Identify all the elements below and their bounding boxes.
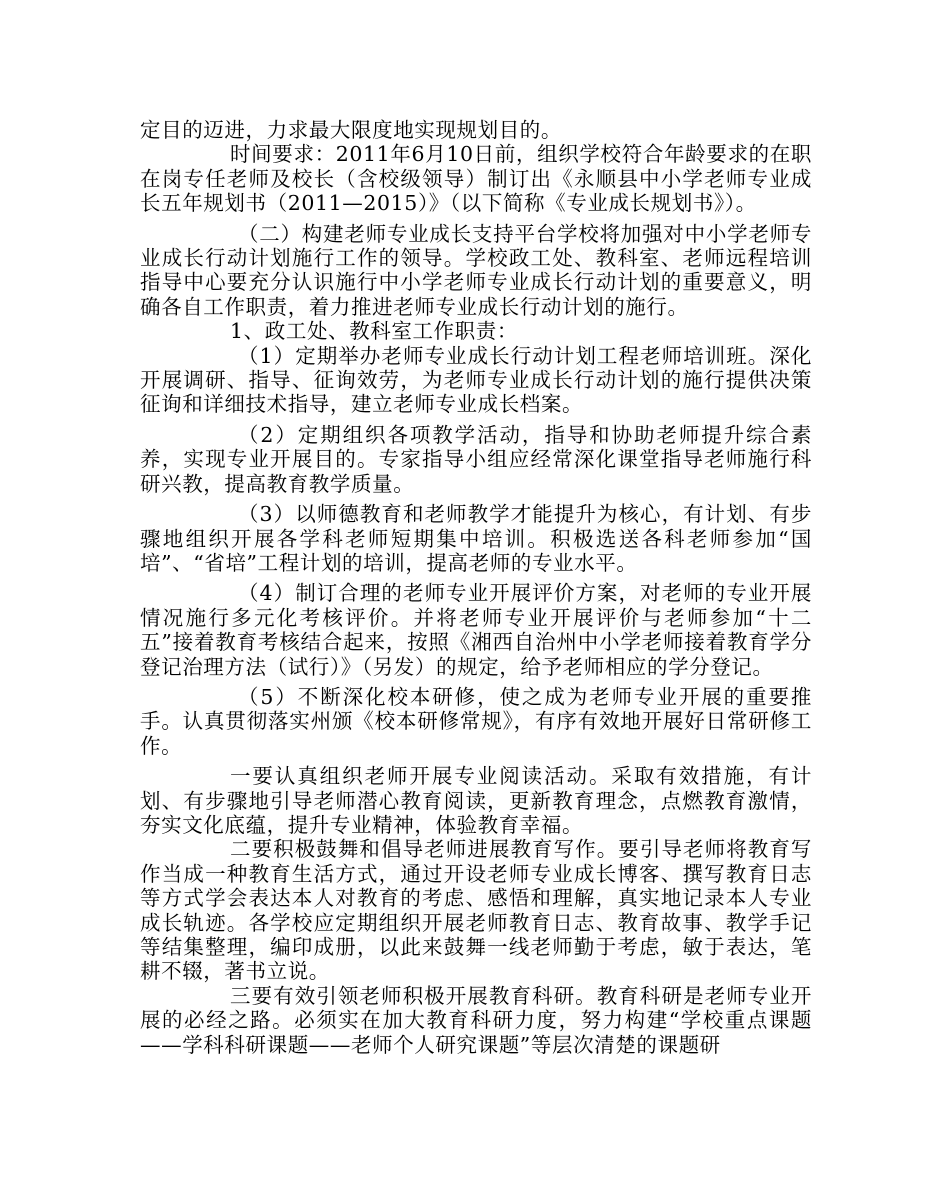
paragraph-time-requirement: 时间要求：2011年6月10日前，组织学校符合年龄要求的在职在岗专任老师及校长（含校级领导）制订出《永顺县中小学老师专业成长五年规划书（2011—2015）》（以下简称《专业成长规划书》）。 [140, 142, 812, 216]
paragraph-heading-duties: 1、政工处、教科室工作职责： [230, 319, 518, 344]
paragraph-item-4: （4）制订合理的老师专业开展评价方案，对老师的专业开展情况施行多元化考核评价。并将老师专业开展评价与老师参加“十二五”接着教育考核结合起来，按照《湘西自治州中小学老师接着教育学分登记治理方法（试行）》（另发）的规定，给予老师相应的学分登记。 [140, 581, 812, 679]
paragraph-item-2: （2）定期组织各项教学活动，指导和协助老师提升综合素养，实现专业开展目的。专家指导小组应经常深化课堂指导老师施行科研兴教，提高教育教学质量。 [140, 422, 812, 496]
paragraph-item-3: （3）以师德教育和老师教学才能提升为核心，有计划、有步骤地组织开展各学科老师短期集中培训。积极选送各科老师参加“国培”、“省培”工程计划的培训，提高老师的专业水平。 [140, 502, 812, 575]
paragraph-reading: 一要认真组织老师开展专业阅读活动。采取有效措施，有计划、有步骤地引导老师潜心教育阅读，更新教育理念，点燃教育激情，夯实文化底蕴，提升专业精神，体验教育幸福。 [140, 764, 812, 837]
paragraph-research: 三要有效引领老师积极开展教育科研。教育科研是老师专业开展的必经之路。必须实在加大教育科研力度，努力构建“学校重点课题——学科科研课题——老师个人研究课题”等层次清楚的课题研 [140, 983, 812, 1057]
document-body [140, 118, 812, 1057]
paragraph-section-two: （二）构建老师专业成长支持平台学校将加强对中小学老师专业成长行动计划施行工作的领导。学校政工处、教科室、老师远程培训指导中心要充分认识施行中小学老师专业成长行动计划的重要意义，明确各自工作职责，着力推进老师专业成长行动计划的施行。 [140, 221, 812, 319]
paragraph-continuation: 定目的迈进，力求最大限度地实现规划目的。 [140, 118, 562, 142]
paragraph-writing: 二要积极鼓舞和倡导老师进展教育写作。要引导老师将教育写作当成一种教育生活方式，通过开设老师专业成长博客、撰写教育日志等方式学会表达本人对教育的考虑、感悟和理解，真实地记录本人专业成长轨迹。各学校应定期组织开展老师教育日志、教育故事、教学手记等结集整理，编印成册，以此来鼓舞一线老师勤于考虑，敏于表达，笔耕不辍，著书立说。 [140, 837, 812, 984]
paragraph-item-1: （1）定期举办老师专业成长行动计划工程老师培训班。深化开展调研、指导、征询效劳，为老师专业成长行动计划的施行提供决策征询和详细技术指导，建立老师专业成长档案。 [140, 343, 812, 417]
paragraph-item-5: （5）不断深化校本研修，使之成为老师专业开展的重要推手。认真贯彻落实州颁《校本研修常规》，有序有效地开展好日常研修工作。 [140, 684, 812, 758]
